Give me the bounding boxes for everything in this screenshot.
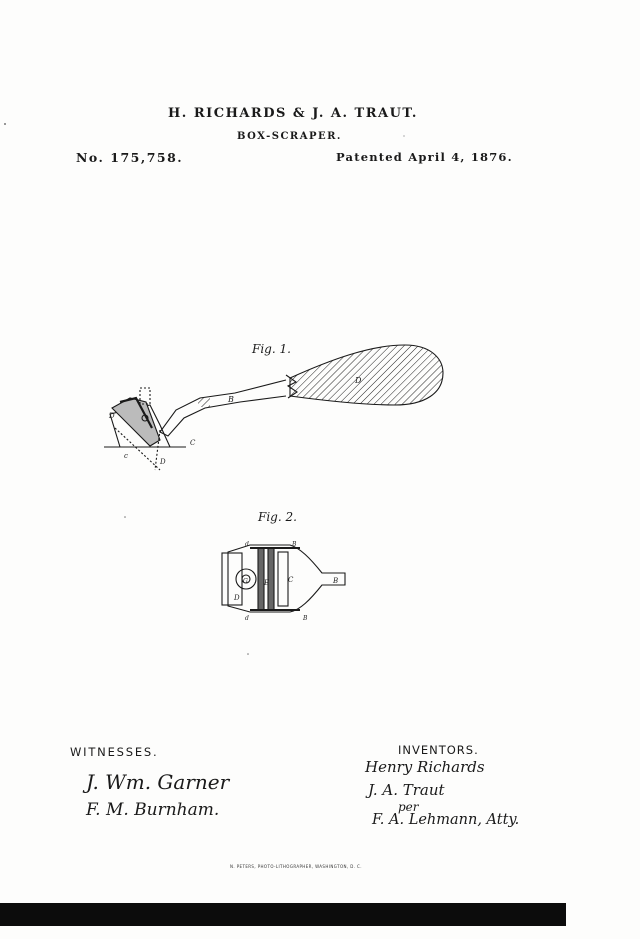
fig-1-label: Fig. 1. — [252, 342, 291, 356]
inventors-title: H. RICHARDS & J. A. TRAUT. — [168, 106, 418, 121]
svg-text:C: C — [288, 576, 294, 584]
svg-text:G: G — [243, 578, 248, 585]
witness-2-signature: F. M. Burnham. — [86, 800, 220, 820]
witnesses-heading: WITNESSES. — [70, 745, 159, 759]
svg-text:D: D — [109, 412, 115, 420]
patent-number: No. 175,758. — [76, 150, 184, 165]
svg-text:D: D — [160, 458, 166, 466]
svg-text:D: D — [234, 594, 240, 602]
svg-text:B: B — [303, 615, 308, 622]
svg-text:c: c — [124, 452, 128, 460]
patent-date: Patented April 4, 1876. — [336, 150, 513, 164]
fig-2-drawing — [222, 541, 345, 622]
inventor-1-signature: Henry Richards — [365, 758, 485, 776]
svg-text:E: E — [264, 579, 270, 587]
inventors-heading: INVENTORS. — [398, 743, 479, 757]
fig-2-label: Fig. 2. — [258, 510, 297, 524]
scan-border-bar — [0, 903, 566, 926]
patent-subject: BOX-SCRAPER. — [237, 131, 342, 142]
shank — [160, 380, 286, 436]
svg-text:B: B — [292, 541, 297, 548]
handle-hatched — [290, 345, 443, 405]
svg-text:d: d — [245, 615, 249, 622]
svg-text:D: D — [355, 376, 362, 385]
lithographer-imprint: N. PETERS, PHOTO-LITHOGRAPHER, WASHINGTON, D. C. — [230, 864, 362, 869]
svg-text:B: B — [333, 577, 339, 585]
inventor-2-signature: J. A. Traut — [368, 781, 445, 799]
per-text: per — [398, 800, 419, 814]
svg-text:d: d — [245, 541, 249, 548]
fig-1-drawing — [104, 345, 443, 470]
svg-text:B: B — [228, 395, 234, 404]
witness-1-signature: J. Wm. Garner — [86, 770, 230, 794]
svg-text:C: C — [190, 439, 196, 447]
attorney-signature: F. A. Lehmann, Atty. — [372, 812, 520, 828]
